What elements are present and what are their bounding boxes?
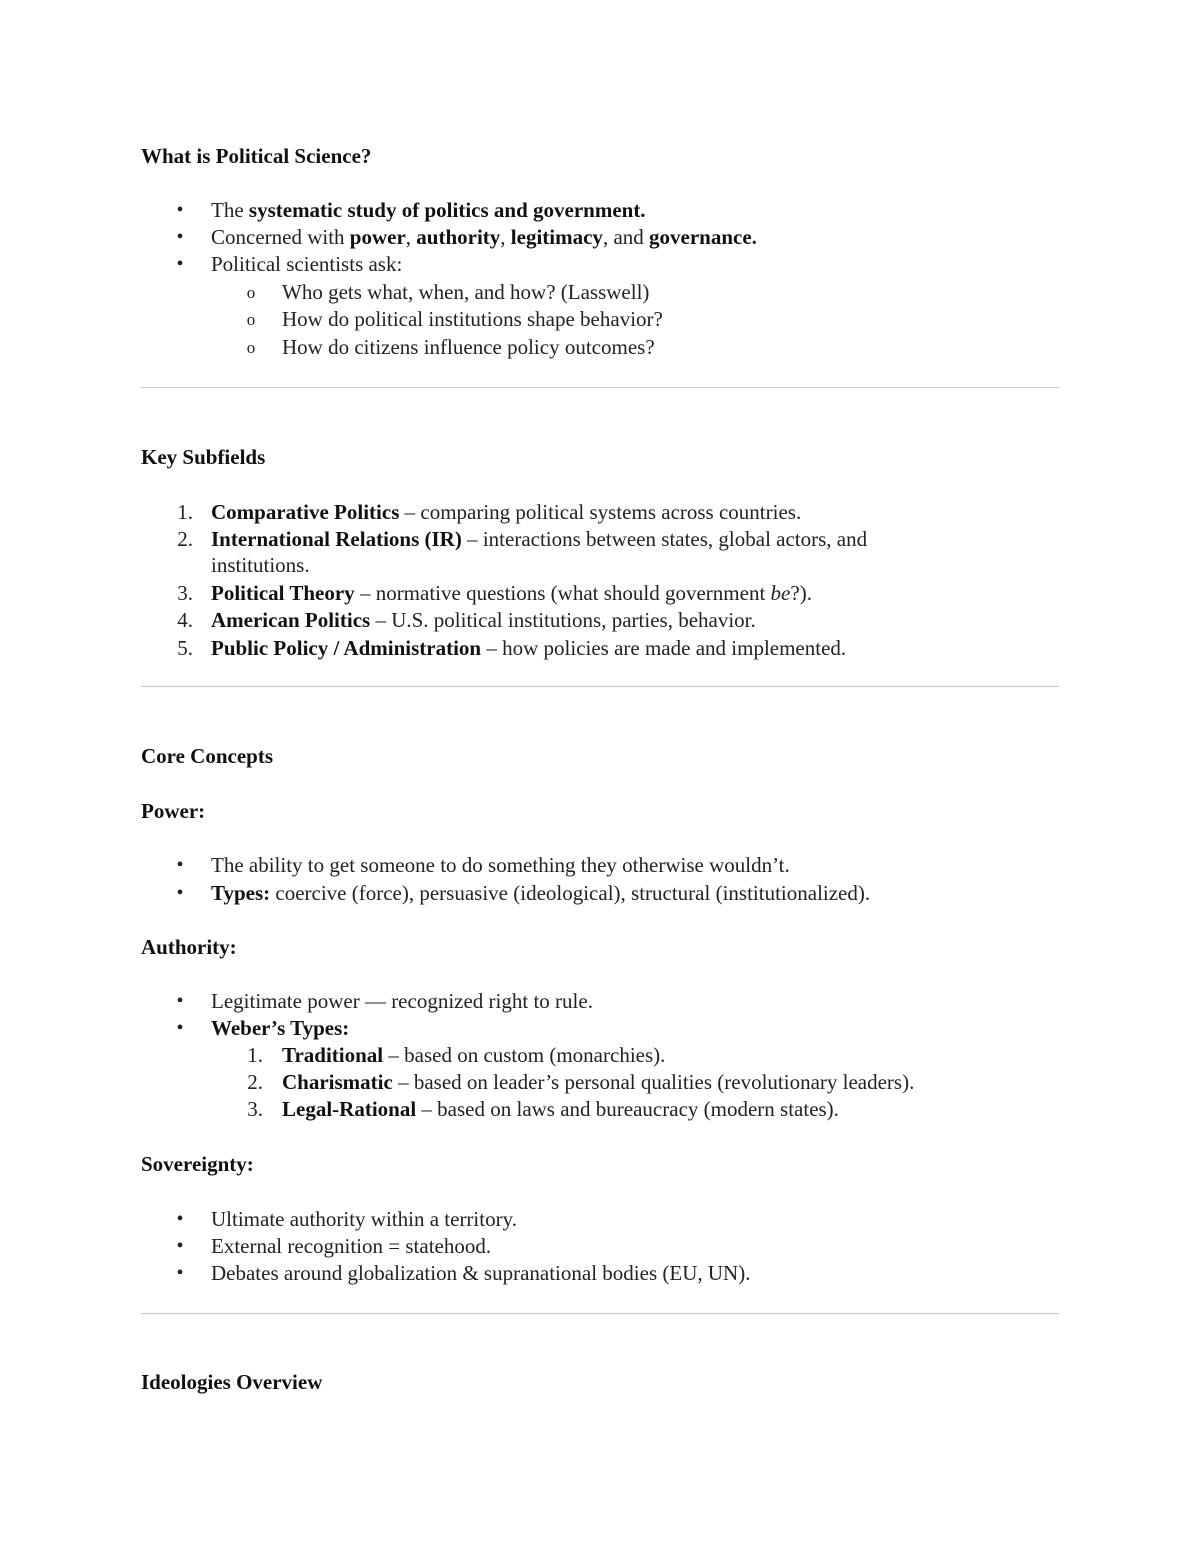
weber-type-item	[282, 1042, 665, 1069]
item-bold-text: International Relations (IR)	[211, 527, 462, 551]
list-number: 2.	[177, 527, 193, 551]
section-heading-political-science: What is Political Science?	[141, 144, 372, 168]
list-item: External recognition = statehood.	[211, 1234, 492, 1258]
list-number: 2.	[247, 1070, 263, 1094]
item-text: – based on laws and bureaucracy (modern states).	[416, 1097, 839, 1121]
question-item: How do citizens influence policy outcomes?	[282, 335, 655, 359]
question-item: How do political institutions shape behavior?	[282, 307, 663, 331]
subfield-item	[211, 499, 801, 526]
subheading-authority: Authority:	[141, 935, 237, 959]
list-number: 4.	[177, 608, 193, 632]
subfield-item	[211, 607, 756, 634]
subfield-item-continuation: institutions.	[211, 553, 310, 577]
subheading-power: Power:	[141, 799, 206, 823]
item-text: coercive (force), persuasive (ideological), structural (institutionalized).	[270, 881, 871, 905]
bullet-icon: •	[176, 253, 184, 275]
item-text: – based on leader’s personal qualities (revolutionary leaders).	[392, 1070, 915, 1094]
term-governance: governance.	[649, 225, 757, 249]
bullet-icon: •	[176, 854, 184, 876]
item-bold-text: Public Policy / Administration	[211, 636, 482, 660]
weber-type-item	[282, 1096, 839, 1123]
item-italic-text: be	[770, 581, 791, 605]
term-legitimacy: legitimacy	[510, 225, 603, 249]
item-text: – comparing political systems across countries.	[399, 500, 802, 524]
list-item: Political scientists ask:	[211, 252, 403, 276]
list-item: Weber’s Types:	[211, 1016, 350, 1040]
item-bold-text: Legal-Rational	[282, 1097, 417, 1121]
subfield-item	[211, 580, 812, 607]
list-item	[211, 224, 757, 251]
list-number: 5.	[177, 636, 193, 660]
section-heading-ideologies: Ideologies Overview	[141, 1370, 323, 1394]
item-text: , and	[602, 225, 650, 249]
section-heading-key-subfields: Key Subfields	[141, 445, 266, 469]
item-text: – U.S. political institutions, parties, behavior.	[370, 608, 756, 632]
horizontal-divider	[141, 387, 1059, 388]
question-item: Who gets what, when, and how? (Lasswell)	[282, 280, 650, 304]
item-text: The	[211, 198, 249, 222]
horizontal-divider	[141, 686, 1059, 687]
item-text: Concerned with	[211, 225, 350, 249]
circle-bullet-icon: o	[246, 310, 256, 329]
bullet-icon: •	[176, 226, 184, 248]
item-text: ,	[405, 225, 417, 249]
bullet-icon: •	[176, 882, 184, 904]
list-item: Ultimate authority within a territory.	[211, 1207, 517, 1231]
item-text: – how policies are made and implemented.	[481, 636, 847, 660]
list-number: 3.	[247, 1097, 263, 1121]
subfield-item	[211, 526, 867, 553]
circle-bullet-icon: o	[246, 283, 256, 302]
bullet-icon: •	[176, 990, 184, 1012]
list-item	[211, 197, 646, 224]
list-number: 3.	[177, 581, 193, 605]
item-bold-text: Charismatic	[282, 1070, 393, 1094]
bullet-icon: •	[176, 1017, 184, 1039]
circle-bullet-icon: o	[246, 338, 256, 357]
item-bold-text: systematic study of politics and government.	[248, 198, 646, 222]
list-number: 1.	[177, 500, 193, 524]
item-text: – interactions between states, global actors, and	[461, 527, 868, 551]
item-bold-text: Political Theory	[211, 581, 355, 605]
horizontal-divider	[141, 1313, 1059, 1314]
bullet-icon: •	[176, 1235, 184, 1257]
item-bold-text: Comparative Politics	[211, 500, 400, 524]
item-bold-text: Types:	[211, 881, 271, 905]
term-power: power	[349, 225, 406, 249]
subfield-item	[211, 635, 846, 662]
bullet-icon: •	[176, 1208, 184, 1230]
item-text: – based on custom (monarchies).	[383, 1043, 666, 1067]
list-number: 1.	[247, 1043, 263, 1067]
term-authority: authority	[416, 225, 501, 249]
item-text: ?).	[790, 581, 812, 605]
list-item: Legitimate power — recognized right to rule.	[211, 989, 593, 1013]
subheading-sovereignty: Sovereignty:	[141, 1152, 254, 1176]
weber-type-item	[282, 1069, 914, 1096]
list-item	[211, 880, 870, 907]
bullet-icon: •	[176, 1262, 184, 1284]
list-item: Debates around globalization & supranational bodies (EU, UN).	[211, 1261, 751, 1285]
item-text: – normative questions (what should government	[354, 581, 771, 605]
item-bold-text: American Politics	[211, 608, 371, 632]
bullet-icon: •	[176, 199, 184, 221]
section-heading-core-concepts: Core Concepts	[141, 744, 274, 768]
list-item: The ability to get someone to do something they otherwise wouldn’t.	[211, 853, 790, 877]
item-bold-text: Traditional	[282, 1043, 384, 1067]
item-text: ,	[500, 225, 511, 249]
